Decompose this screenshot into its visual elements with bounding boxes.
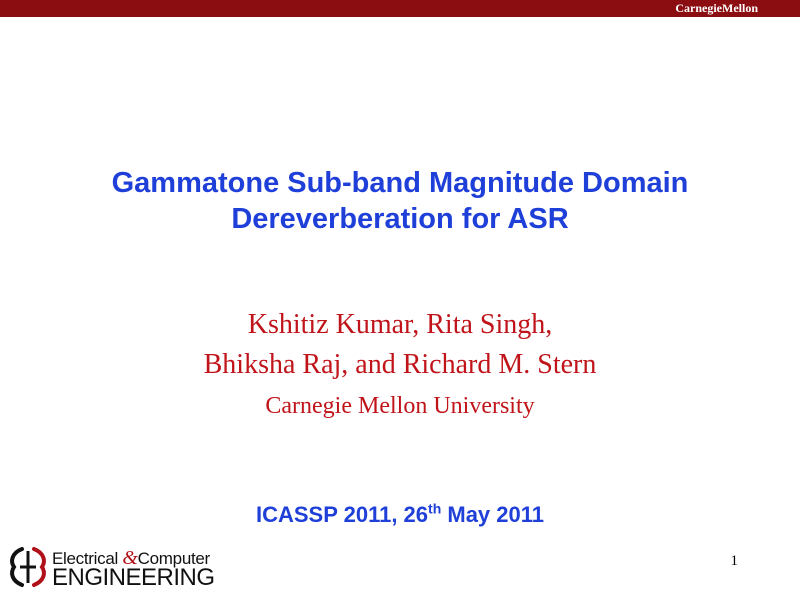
slide-title (40, 165, 760, 237)
conference-superscript: th (428, 500, 442, 517)
cmu-wordmark: CarnegieMellon (675, 1, 758, 15)
authors-block (40, 305, 760, 426)
conference-prefix: ICASSP 2011, 26 (255, 502, 429, 527)
authors-line-2: Bhiksha Raj, and Richard M. Stern (203, 349, 597, 380)
logo-text-line-2: ENGINEERING (52, 564, 215, 591)
authors-line-1: Kshitiz Kumar, Rita Singh, (247, 309, 553, 340)
title-line-2: Dereverberation for ASR (231, 203, 569, 235)
title-line-1: Gammatone Sub-band Magnitude Domain (111, 167, 689, 199)
header-bar (0, 0, 800, 17)
page-number: 1 (730, 553, 738, 569)
ece-logo-icon (8, 545, 48, 589)
logo-text-line-1: Electrical &Computer (52, 547, 210, 569)
conference-suffix: May 2011 (441, 502, 544, 527)
conference-line (40, 500, 760, 530)
ece-logo (8, 545, 215, 591)
affiliation: Carnegie Mellon University (265, 393, 535, 419)
